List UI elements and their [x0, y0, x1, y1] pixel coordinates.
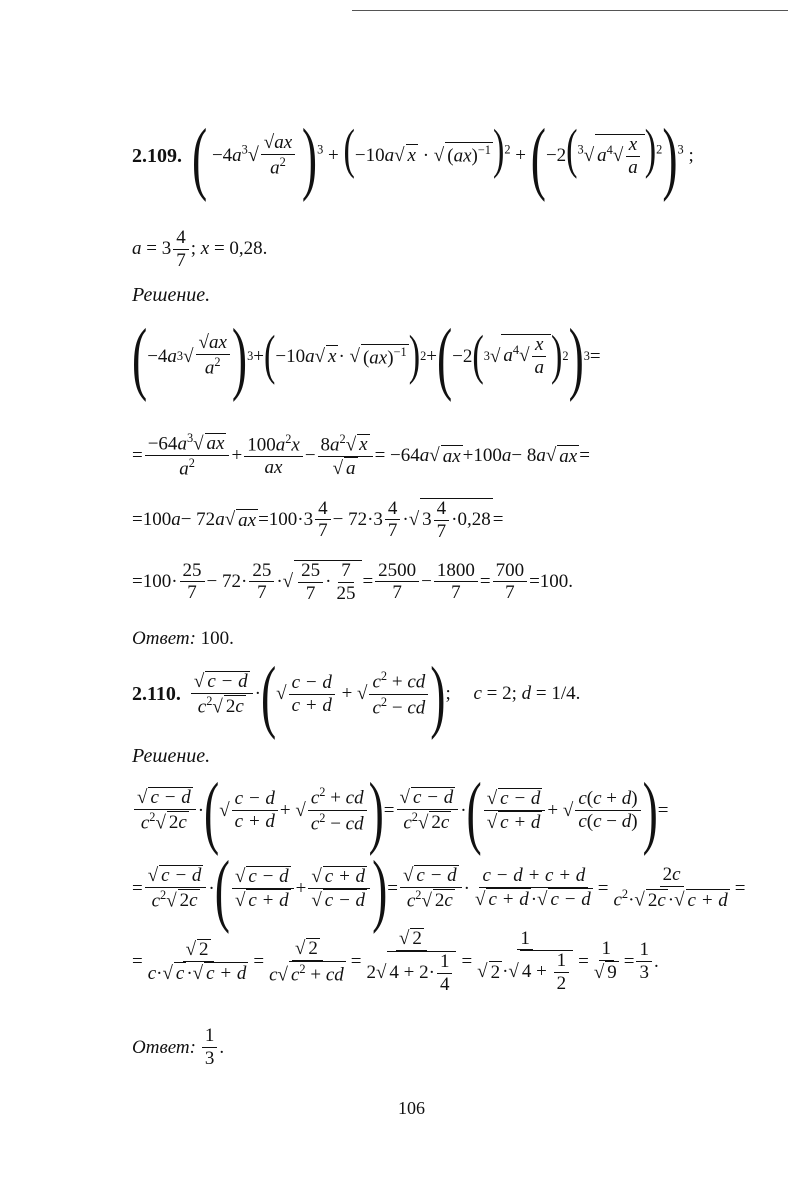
solution-110-line-1: $\frac{√ c - d}{c^2√ 2c}$ · ( √ $\frac{c - d}{c + d}$ + √ $\frac{c^2 + cd}{c^2 - cd}$ ) = $\frac{√ c - d}{c^2√ 2c}$ · ( $\frac{√ c - d}{√ c + d}$ + √ $\frac{c(c + d)}{c(c - d)}$ ) =	[132, 784, 668, 837]
answer-110-denominator: 3	[204, 1047, 215, 1069]
page-number: 106	[398, 1098, 425, 1118]
answer-110-fraction	[202, 1026, 218, 1070]
answer-110-numerator: 1	[202, 1026, 218, 1048]
solution-109-line-1: ( −4 a 3 √ $\frac{√ax}{a^2}$ ) 3 + ( −10 a √ x · √ (ax)$^{-1}$ ) 2 + ( −2 ( 3 √ $a^4√$ $\frac{x}{a}$ ) 2 ) 3 =	[132, 310, 601, 403]
problem-109-answer	[132, 628, 234, 650]
problem-110-statement	[132, 648, 581, 741]
solution-109-line-2: = $\frac{-64a^3√ ax}{a^2}$ + $\frac{100a^2x}{ax}$ − $\frac{8a^2√ x}{√ a}$ = −64 a √ ax +100 a − 8 a √ ax =	[132, 431, 590, 480]
header-rule	[352, 10, 788, 11]
answer-110-label: Ответ:	[132, 1036, 196, 1058]
solution-110-line-3: = $\frac{√ 2}{c\cdot√ c \cdot√ c + d}$ = $\frac{√ 2}{c√ c^2 + cd}$ = √ 2 2√ 4 + 2· $\frac{1}{4}$ = 1 √ 2 ·√ 4 + $\frac{1}{2}$ = $\frac{1}{√ 9}$ = $\frac{1}{3}$ .	[132, 927, 659, 995]
problem-110-expression: $\frac{√ c - d}{c^2√ 2c}$ ·(√ $\frac{c - d}{c + d}$ + √ $\frac{c^2 + cd}{c^2 - cd}$ ); c = 2; d = 1/4.	[189, 668, 581, 721]
solution-109-line-3: =100 a − 72 a √ ax =100·3 $\frac{4}{7}$ − 72·3 $\frac{4}{7}$ ·√ 3 $\frac{4}{7}$ ·0,28 =	[132, 497, 504, 542]
problem-109-number: 2.109.	[132, 145, 182, 167]
problem-110-answer: Ответ: $\frac{1}{3}$ .	[132, 1025, 225, 1069]
answer-109-value: 100.	[200, 628, 234, 649]
problem-109-values: a = 3 $\frac{4}{7}$ ; x = 0,28.	[132, 227, 268, 271]
problem-109-expression: ( $-4a^3√$ $\frac{√ax}{a^2}$ )$^3$ + (−10a√ x · √ (ax)$^{-1}$)$^2$ + (−2($^3$√ $a^4√$ $\frac{x}{a}$ )$^2$)$^3$ ;	[192, 110, 694, 203]
problem-110-number: 2.110.	[132, 683, 181, 705]
answer-109-label: Ответ:	[132, 628, 196, 649]
problem-109-solution-label: Решение.	[132, 284, 211, 306]
problem-110-solution-label: Решение.	[132, 745, 211, 767]
solution-109-line-4: =100· $\frac{25}{7}$ − 72· $\frac{25}{7}$ ·√ $\frac{25}{7}$ · $\frac{7}{25}$ = $\frac{2500}{7}$ − $\frac{1800}{7}$ = $\frac{700}{7}$ =100.	[132, 559, 574, 604]
problem-109-statement	[132, 110, 694, 203]
solution-110-line-2: = $\frac{√ c - d}{c^2√ 2c}$ · ( $\frac{√ c - d}{√ c + d}$ + $\frac{√ c + d}{√ c - d}$ ) = $\frac{√ c - d}{c^2√ 2c}$ · $\frac{c - d + c + d}{√ c + d \cdot√ c - d}$ = $\frac{2c}{c^2\cdot√ 2c \cdot√ c + d}$ =	[132, 842, 746, 935]
